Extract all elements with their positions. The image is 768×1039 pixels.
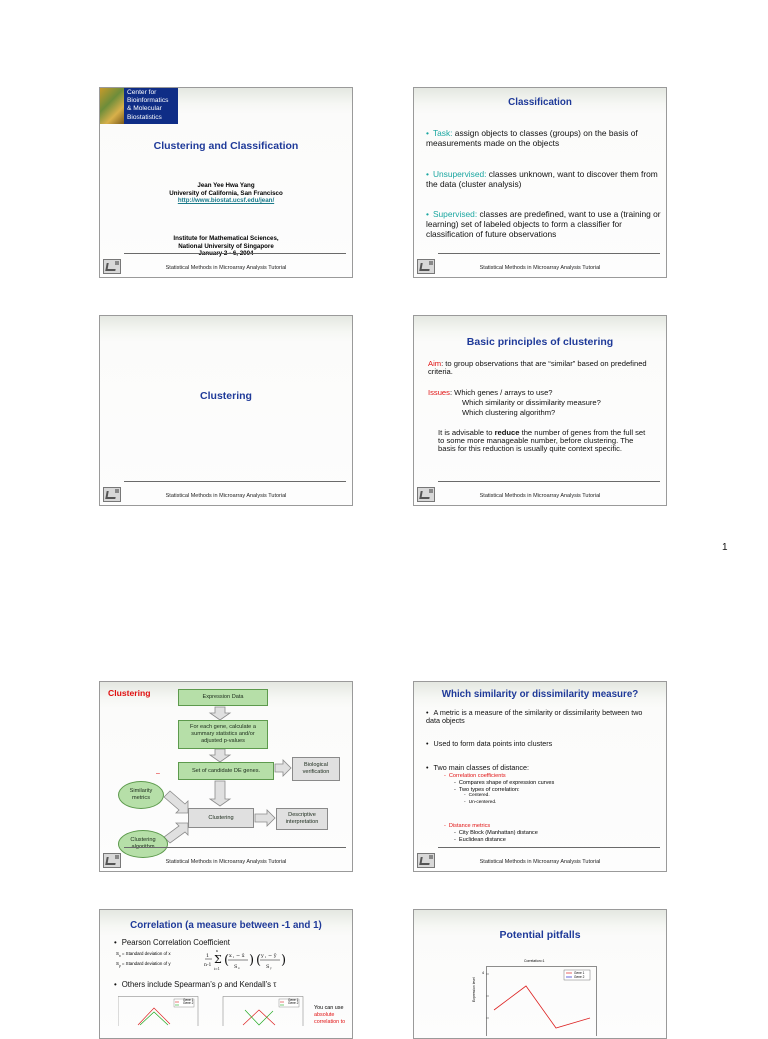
bullet-others: • Others include Spearman’s ρ and Kendall’s τ: [114, 980, 277, 989]
pitfall-line-chart: [486, 966, 606, 1036]
logo-line: Bioinformatics: [127, 97, 169, 105]
legend-label: Gene 1: [288, 998, 299, 1002]
logo-line: & Molecular: [127, 105, 162, 113]
slide-basic-principles: [413, 315, 667, 506]
svg-text:x: x: [229, 953, 232, 959]
pearson-formula: [204, 946, 300, 976]
slide-title-text: Basic principles of clustering: [466, 336, 614, 348]
bullet-task: • Task: assign objects to classes (groups) on the basis of measurements made on the objects: [426, 128, 638, 148]
legend-label: Gene 2: [183, 1001, 194, 1005]
slide-title-text: Which similarity or dissimilarity measure?: [441, 689, 639, 700]
slide-title: [99, 87, 353, 278]
slide-potential-pitfalls: [413, 909, 667, 1039]
venue-line: National University of Singapore: [178, 242, 274, 250]
chart-title: Correlation=1: [524, 959, 545, 963]
correlation-sublist: - Correlation coefficients - Compares shape of expression curves - Two types of correlation: - Centered. - Un-centered.: [444, 773, 555, 806]
svg-text:): ): [249, 953, 255, 968]
footer-text: Statistical Methods in Microarray Analysis Tutorial: [479, 265, 601, 271]
svg-text:Σ: Σ: [214, 953, 222, 966]
legend-label: Gene 2: [288, 1001, 299, 1005]
correlation-mini-plots: [118, 996, 308, 1026]
slide-footer: [414, 251, 666, 277]
candidate-genes-box: Set of candidate DE genes.: [178, 762, 274, 780]
svg-text:(: (: [224, 953, 230, 968]
svg-text:S: S: [234, 964, 238, 970]
svg-text:i: i: [233, 955, 234, 959]
author-affiliation: University of California, San Francisco: [169, 189, 283, 197]
author-block: [100, 182, 352, 205]
bullet-supervised: • Supervised: classes are predefined, want to use a (training or learning) set of labeled objects to form a classifier for classification of future observations: [426, 209, 661, 239]
aim-text: Aim: to group observations that are “similar” based on predefined criteria.: [428, 359, 647, 376]
issues-text: Issues: Which genes / arrays to use? Which similarity or dissimilarity measure? Which clustering algorithm?: [428, 388, 601, 417]
legend-label: Gene 1: [574, 971, 585, 975]
legend-label: Gene 2: [574, 975, 585, 979]
reduce-text: It is advisable to reduce the number of genes from the full set to some more manageable number, before clustering. The basis for this reduction is usually quite context specific.: [438, 428, 646, 453]
svg-text:y: y: [261, 953, 264, 959]
svg-text:− x̄: − x̄: [236, 953, 245, 959]
svg-text:i: i: [265, 955, 266, 959]
expression-data-box: Expression Data: [178, 689, 268, 706]
svg-text:n-1: n-1: [204, 963, 212, 968]
slide-footer: [100, 845, 352, 871]
summary-statistics-box: For each gene, calculate a summary statistics and/or adjusted p-values: [178, 720, 268, 749]
venue-line: Institute for Mathematical Sciences,: [173, 235, 279, 242]
y-tick: 4: [482, 971, 484, 975]
svg-text:S: S: [266, 964, 270, 970]
slide-clustering-flowchart: [99, 681, 353, 872]
slide-footer: [414, 479, 666, 505]
slide-correlation: [99, 909, 353, 1039]
page-number: 1: [722, 542, 728, 553]
svg-text:): ): [281, 953, 287, 968]
svg-text:–: –: [156, 770, 160, 777]
slide-title-text: Clustering: [108, 688, 151, 698]
svg-text:x: x: [238, 966, 240, 970]
clustering-algorithm-node: Clustering: [118, 830, 168, 858]
svg-text:(: (: [256, 953, 262, 968]
similarity-metrics-node: Similarity metrics: [118, 781, 164, 809]
footer-text: Statistical Methods in Microarray Analysis Tutorial: [479, 493, 601, 499]
slide-classification: [413, 87, 667, 278]
bullet-unsupervised: • Unsupervised: classes unknown, want to discover them from the data (cluster analysis): [426, 169, 658, 189]
biological-verification-box: Biological verification: [292, 757, 340, 781]
logo-line: Biostatistics: [127, 113, 162, 121]
absolute-correlation-note: You can use absolute correlation to: [314, 1005, 346, 1025]
sd-notes: $S_x$ = Standard deviation of x $S_y$ = Standard deviation of y: [116, 951, 171, 968]
svg-text:n: n: [216, 949, 219, 953]
bullet-used: • Used to form data points into clusters: [426, 739, 553, 748]
bullet-two-classes: • Two main classes of distance:: [426, 763, 530, 772]
svg-text:i=1: i=1: [214, 967, 220, 971]
institute-logo: [100, 88, 178, 124]
author-name: Jean Yee Hwa Yang: [197, 182, 255, 189]
bullet-metric: • A metric is a measure of the similarity or dissimilarity between two data objects: [426, 708, 643, 725]
footer-text: Statistical Methods in Microarray Analysis Tutorial: [165, 265, 287, 271]
slide-title-text: Classification: [508, 97, 572, 108]
y-axis-label: Expression level: [472, 977, 476, 1002]
footer-text: Statistical Methods in Microarray Analysis Tutorial: [165, 493, 287, 499]
logo-line: Center for: [127, 89, 157, 96]
distance-sublist: - Distance metrics - City Block (Manhattan) distance - Euclidean distance: [444, 823, 538, 843]
svg-text:1: 1: [206, 953, 210, 959]
slide-similarity-measure: [413, 681, 667, 872]
slide-title-text: Clustering: [200, 390, 252, 402]
svg-text:− ȳ: − ȳ: [268, 953, 277, 959]
logo-image: [100, 88, 124, 124]
slide-footer: [100, 251, 352, 277]
slide-footer: [100, 479, 352, 505]
bullet-pearson: • Pearson Correlation Coefficient: [114, 938, 230, 947]
svg-text:y: y: [270, 966, 272, 970]
descriptive-interpretation-box: Descriptive interpretation: [276, 808, 328, 830]
clustering-box: Clustering: [188, 808, 254, 828]
footer-text: Statistical Methods in Microarray Analysis Tutorial: [165, 859, 287, 865]
author-url[interactable]: http://www.biostat.ucsf.edu/jean/: [177, 197, 275, 205]
slide-title-text: Correlation (a measure between -1 and 1): [130, 920, 322, 931]
slide-title-text: Clustering and Classification: [153, 140, 299, 152]
footer-text: Statistical Methods in Microarray Analysis Tutorial: [479, 859, 601, 865]
slide-footer: [414, 845, 666, 871]
legend-label: Gene 1: [183, 998, 194, 1002]
slide-clustering-section: [99, 315, 353, 506]
slide-title-text: Potential pitfalls: [499, 929, 581, 941]
